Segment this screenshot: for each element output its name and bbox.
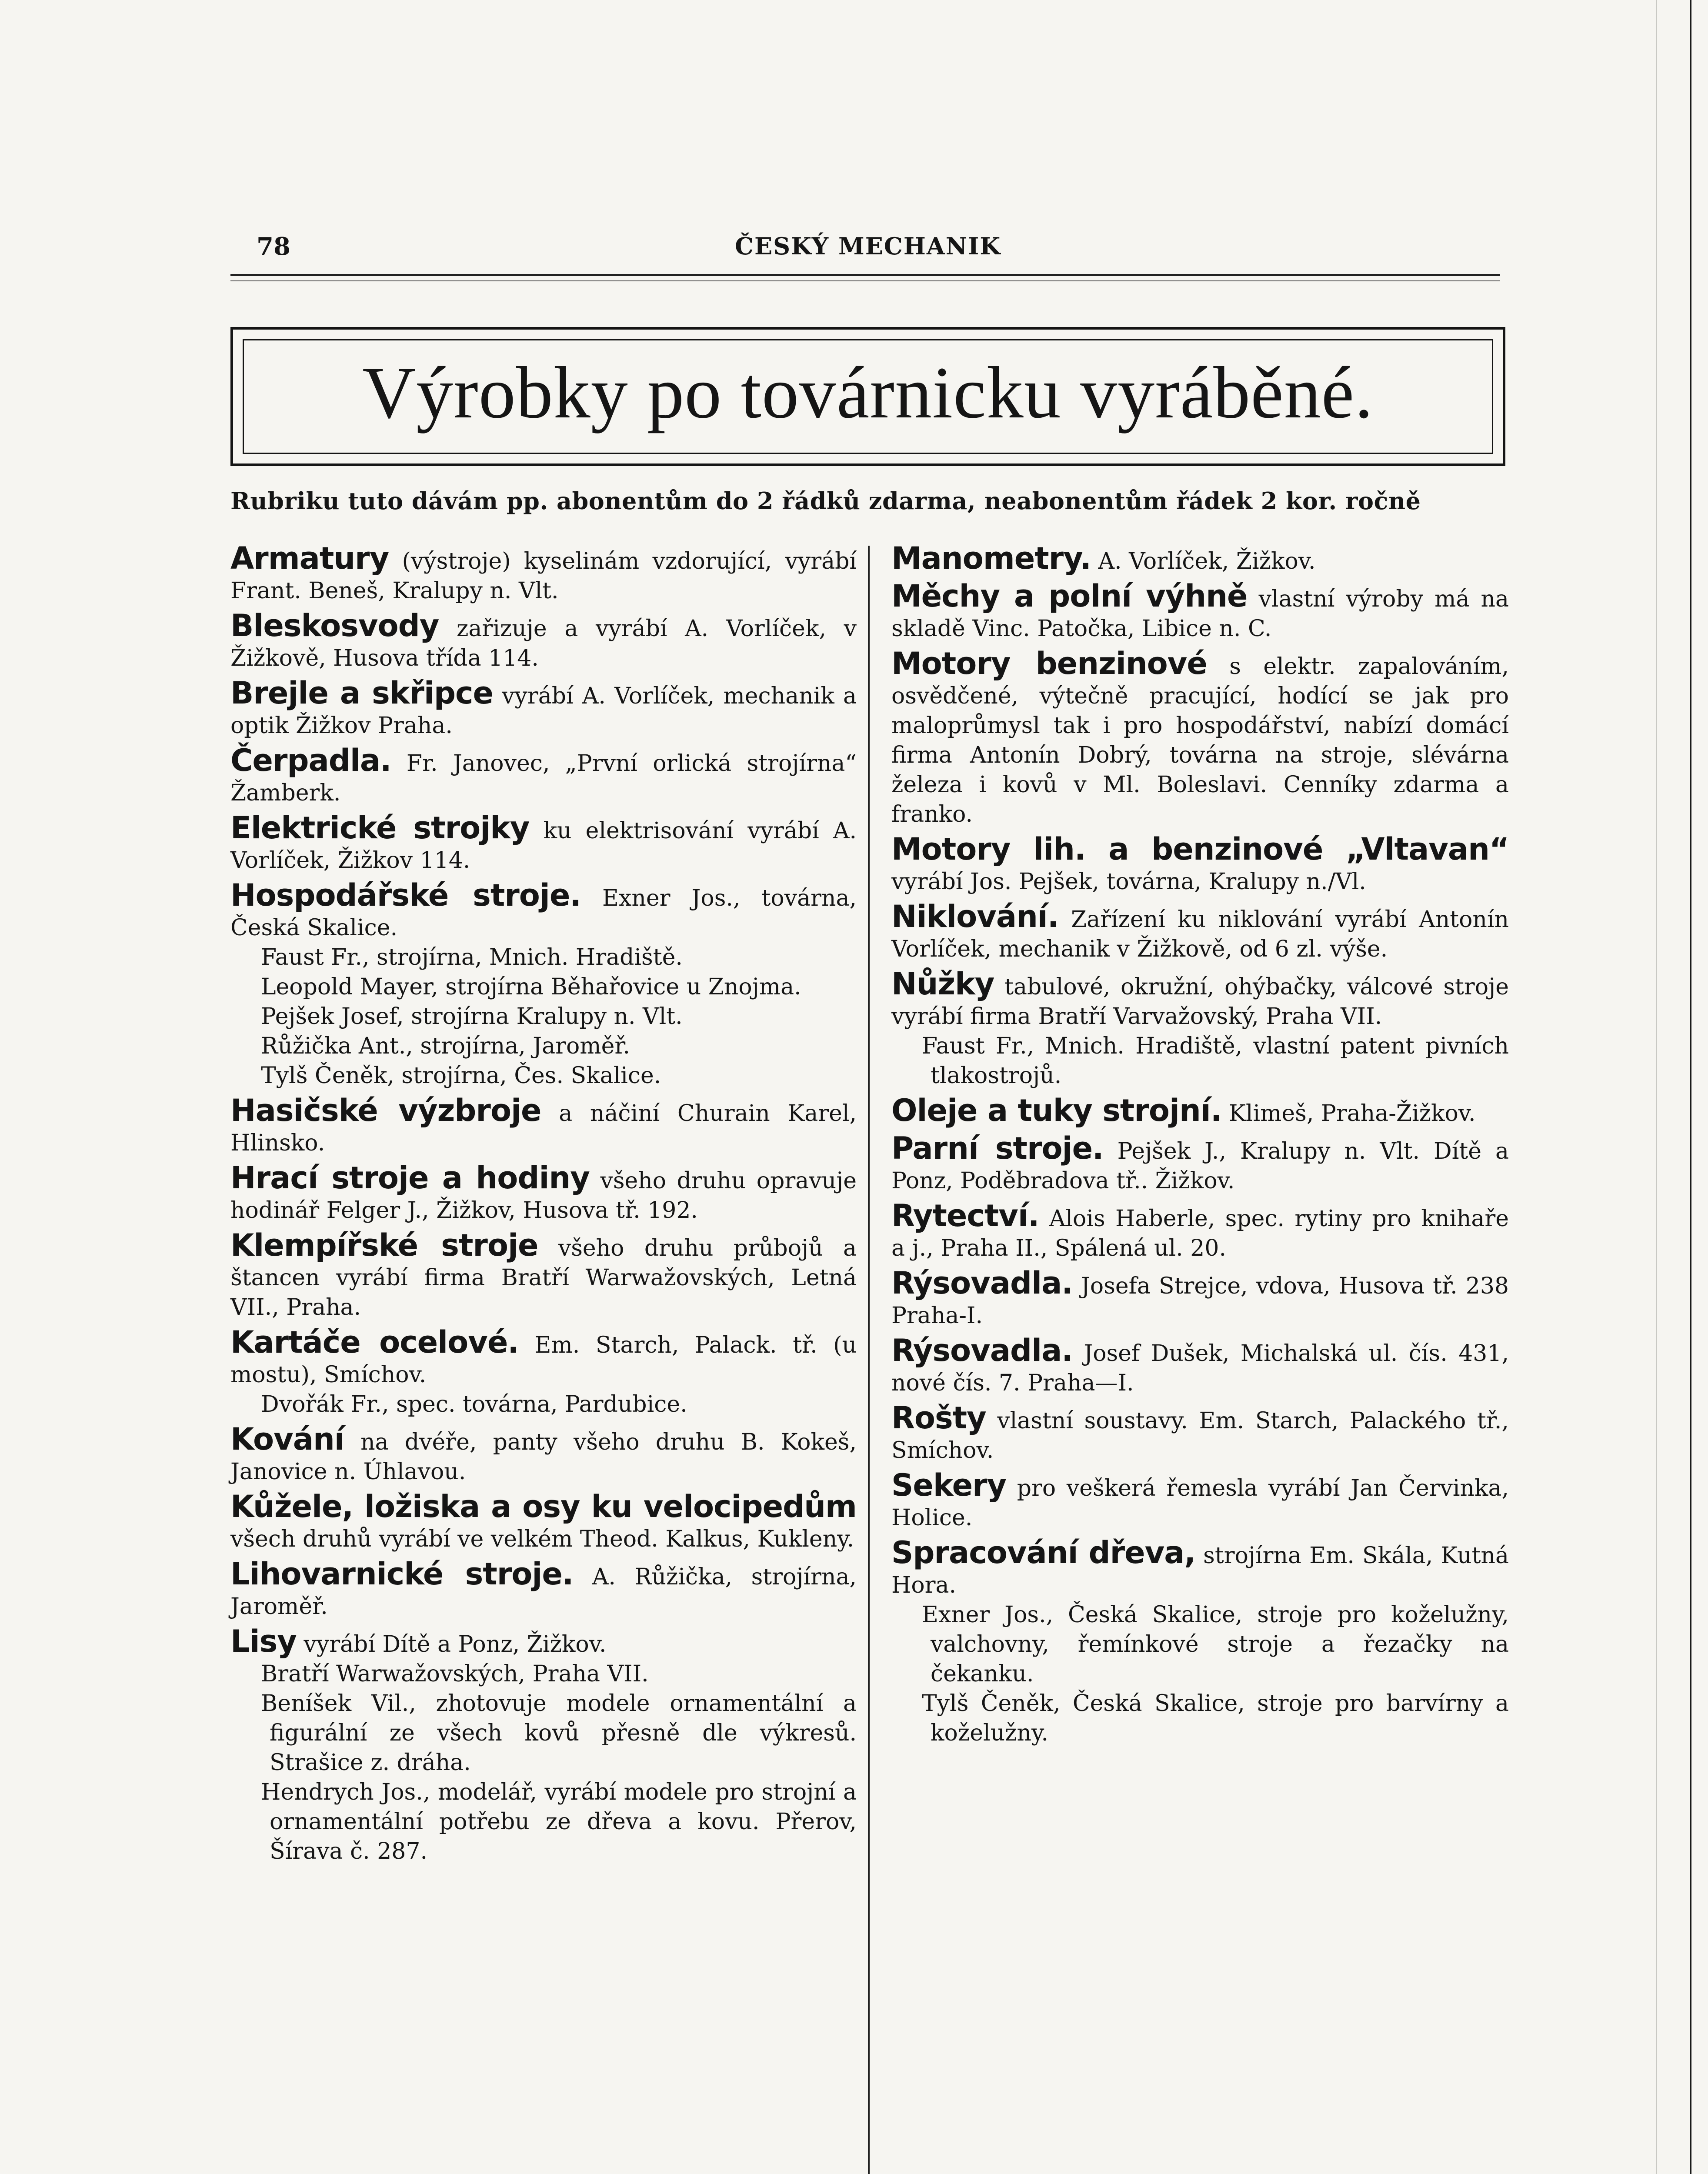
entry-paragraph <box>230 1093 857 1158</box>
entry-paragraph <box>891 831 1509 897</box>
intro-note: Rubriku tuto dávám pp. abonentům do 2 řádků zdarma, neabonentům řádek 2 kor. ročně <box>230 487 1421 515</box>
directory-entry <box>230 1324 857 1419</box>
page-header <box>230 230 1500 261</box>
entry-text: Josef Dušek, Michalská ul. čís. 431, nové čís. 7. Praha—I. <box>891 1340 1509 1396</box>
entry-paragraph <box>230 675 857 740</box>
entry-text: zařizuje a vyrábí A. Vorlíček, v Žižkově, Husova třída 114. <box>230 616 857 671</box>
entry-heading: Lisy <box>230 1624 297 1659</box>
entry-paragraph <box>891 1265 1509 1330</box>
entry-text: vlastní výroby má na skladě Vinc. Patočka, Libice n. C. <box>891 586 1509 642</box>
entry-heading: Spracování dřeva, <box>891 1535 1196 1570</box>
directory-entry <box>230 1489 857 1554</box>
entry-paragraph <box>230 608 857 673</box>
directory-entry <box>891 1535 1509 1748</box>
entry-paragraph <box>230 1160 857 1225</box>
directory-entry <box>891 1333 1509 1398</box>
entry-text: vyrábí A. Vorlíček, mechanik a optik Žižkov Praha. <box>230 683 857 739</box>
entry-heading: Armatury <box>230 540 389 576</box>
entry-heading: Hasičské výzbroje <box>230 1093 541 1128</box>
entry-paragraph <box>230 1556 857 1621</box>
header-rule <box>230 274 1500 276</box>
directory-entry <box>891 540 1509 576</box>
entry-sub-item: Tylš Čeněk, strojírna, Čes. Skalice. <box>261 1063 661 1089</box>
entry-heading: Kartáče ocelové. <box>230 1324 519 1360</box>
entry-paragraph <box>230 540 857 606</box>
entry-heading: Klempířské stroje <box>230 1227 538 1263</box>
entry-heading: Motory lih. a benzinové „Vltavan“ <box>891 831 1509 867</box>
left-column <box>230 540 857 1871</box>
directory-entry <box>230 1421 857 1487</box>
right-column <box>891 540 1509 1753</box>
entry-text: vlastní soustavy. Em. Starch, Palackého tř., Smíchov. <box>891 1408 1509 1464</box>
directory-entry <box>230 743 857 808</box>
entry-text: (výstroje) kyselinám vzdorující, vyrábí Frant. Beneš, Kralupy n. Vlt. <box>230 548 857 604</box>
entry-paragraph <box>891 1093 1509 1128</box>
entry-heading: Lihovarnické stroje. <box>230 1556 574 1592</box>
entry-text: všech druhů vyrábí ve velkém Theod. Kalkus, Kukleny. <box>230 1526 854 1552</box>
title-box <box>230 327 1505 466</box>
entry-text: všeho druhu opravuje hodinář Felger J., Žižkov, Husova tř. 192. <box>230 1168 857 1224</box>
entry-text: tabulové, okružní, ohýbačky, válcové stroje vyrábí firma Bratří Varvažovský, Praha VII. <box>891 974 1509 1030</box>
entry-text: A. Růžička, strojírna, Jaroměř. <box>230 1564 857 1620</box>
entry-paragraph <box>891 1333 1509 1398</box>
entry-text: Em. Starch, Palack. tř. (u mostu), Smíchov. <box>230 1332 857 1388</box>
entry-sub-item: Leopold Mayer, strojírna Běhařovice u Znojma. <box>261 974 801 1000</box>
directory-entry <box>891 1467 1509 1533</box>
entry-heading: Manometry. <box>891 540 1091 576</box>
entry-heading: Parní stroje. <box>891 1130 1104 1166</box>
directory-entry <box>230 1093 857 1158</box>
directory-entry <box>230 1624 857 1866</box>
entry-text: na dvéře, panty všeho druhu B. Kokeš, Janovice n. Úhlavou. <box>230 1429 857 1485</box>
entry-sub-item: Bratří Warwažovských, Praha VII. <box>261 1661 649 1687</box>
entry-sub-item: Růžička Ant., strojírna, Jaroměř. <box>261 1033 630 1059</box>
page-edge <box>1690 0 1691 2174</box>
directory-entry <box>891 1265 1509 1330</box>
entry-paragraph <box>230 877 857 943</box>
entry-paragraph <box>891 1400 1509 1465</box>
entry-text: pro veškerá řemesla vyrábí Jan Červinka, Holice. <box>891 1475 1509 1531</box>
directory-entry <box>230 608 857 673</box>
entry-heading: Hospodářské stroje. <box>230 877 581 913</box>
entry-paragraph <box>230 1421 857 1487</box>
entry-text: strojírna Em. Skála, Kutná Hora. <box>891 1543 1509 1598</box>
directory-entry <box>891 1093 1509 1128</box>
entry-sub-item: Faust Fr., strojírna, Mnich. Hradiště. <box>261 944 683 970</box>
entry-heading: Motory benzinové <box>891 646 1207 681</box>
entry-paragraph <box>891 646 1509 829</box>
entry-paragraph <box>230 1324 857 1390</box>
directory-entry <box>230 1160 857 1225</box>
entry-paragraph <box>891 1467 1509 1533</box>
entry-sub-item: Hendrych Jos., modelář, vyrábí modele pro strojní a ornamentální potřebu ze dřeva a kovu. Přerov, Šírava č. 287. <box>261 1779 857 1864</box>
entry-paragraph <box>230 810 857 875</box>
directory-entry <box>230 1556 857 1621</box>
directory-entry <box>891 899 1509 964</box>
entry-heading: Rošty <box>891 1400 986 1436</box>
entry-heading: Sekery <box>891 1467 1007 1503</box>
entry-text: Fr. Janovec, „První orlická strojírna“ Žamberk. <box>230 750 857 806</box>
entry-heading: Niklování. <box>891 899 1059 934</box>
entry-sub-item: Dvořák Fr., spec. továrna, Pardubice. <box>261 1391 687 1417</box>
page-edge-shadow <box>1656 0 1657 2174</box>
entry-sub-item: Beníšek Vil., zhotovuje modele ornamentální a figurální ze všech kovů přesně dle výkresů. Strašice z. dráha. <box>261 1691 857 1776</box>
entry-text: Zařízení ku niklování vyrábí Antonín Vorlíček, mechanik v Žižkově, od 6 zl. výše. <box>891 907 1509 962</box>
entry-paragraph <box>230 1227 857 1322</box>
directory-entry <box>230 1227 857 1322</box>
entry-text: Klimeš, Praha-Žižkov. <box>1221 1100 1476 1127</box>
directory-entry <box>891 1198 1509 1263</box>
entry-text: Exner Jos., továrna, Česká Skalice. <box>230 885 857 941</box>
entry-sub-item: Faust Fr., Mnich. Hradiště, vlastní patent pivních tlakostrojů. <box>922 1033 1509 1089</box>
directory-entry <box>891 578 1509 644</box>
directory-entry <box>891 966 1509 1090</box>
entry-heading: Čerpadla. <box>230 743 391 778</box>
entry-heading: Měchy a polní výhně <box>891 578 1248 614</box>
entry-text: Pejšek J., Kralupy n. Vlt. Dítě a Ponz, Poděbradova tř.. Žižkov. <box>891 1138 1509 1194</box>
entry-paragraph <box>891 1198 1509 1263</box>
entry-text: ku elektrisování vyrábí A. Vorlíček, Žižkov 114. <box>230 818 857 874</box>
entry-heading: Kůžele, ložiska a osy ku velocipedům <box>230 1489 857 1524</box>
entry-text: vyrábí Jos. Pejšek, továrna, Kralupy n./Vl. <box>891 869 1366 895</box>
directory-entry <box>230 675 857 740</box>
entry-text: Josefa Strejce, vdova, Husova tř. 238 Praha-I. <box>891 1273 1509 1329</box>
entry-heading: Oleje a tuky strojní. <box>891 1093 1222 1128</box>
entry-text: s elektr. zapalováním, osvědčené, výtečně pracující, hodící se jak pro maloprůmysl tak i pro hospodářství, nabízí domácí firma Antonín Dobrý, továrna na stroje, slévárna železa i kovů v Ml. Boleslavi. Cenníky zdarma a franko. <box>891 654 1509 827</box>
entry-paragraph <box>230 1489 857 1554</box>
entry-heading: Kování <box>230 1421 344 1457</box>
entry-heading: Rytectví. <box>891 1198 1039 1234</box>
entry-heading: Nůžky <box>891 966 994 1002</box>
entry-heading: Rýsovadla. <box>891 1265 1073 1301</box>
directory-entry <box>230 877 857 1090</box>
column-divider <box>868 546 870 2174</box>
running-title: ČESKÝ MECHANIK <box>735 232 1001 260</box>
header-rule-thin <box>230 280 1500 281</box>
entry-text: vyrábí Dítě a Ponz, Žižkov. <box>296 1631 607 1657</box>
entry-paragraph <box>891 1535 1509 1600</box>
directory-entry <box>230 810 857 875</box>
directory-entry <box>230 540 857 606</box>
entry-text: Alois Haberle, spec. rytiny pro knihaře a j., Praha II., Spálená ul. 20. <box>891 1206 1509 1261</box>
directory-entry <box>891 1130 1509 1196</box>
entry-paragraph <box>230 1624 857 1659</box>
entry-paragraph <box>891 899 1509 964</box>
page-number: 78 <box>257 232 290 261</box>
entry-sub-item: Pejšek Josef, strojírna Kralupy n. Vlt. <box>261 1004 683 1030</box>
page-title: Výrobky po továrnicku vyráběné. <box>362 352 1374 433</box>
entry-paragraph <box>230 743 857 808</box>
entry-paragraph <box>891 578 1509 644</box>
entry-heading: Rýsovadla. <box>891 1333 1073 1368</box>
entry-sub-item: Exner Jos., Česká Skalice, stroje pro koželužny, valchovny, řemínkové stroje a řezačky na čekanku. <box>922 1602 1509 1687</box>
entry-paragraph <box>891 1130 1509 1196</box>
entry-heading: Brejle a skřipce <box>230 675 493 711</box>
entry-sub-item: Tylš Čeněk, Česká Skalice, stroje pro barvírny a koželužny. <box>922 1691 1509 1746</box>
entry-paragraph <box>891 966 1509 1031</box>
directory-entry <box>891 1400 1509 1465</box>
entry-text: A. Vorlíček, Žižkov. <box>1091 548 1316 574</box>
directory-entry <box>891 831 1509 897</box>
entry-heading: Hrací stroje a hodiny <box>230 1160 590 1196</box>
entry-text: a náčiní Churain Karel, Hlinsko. <box>230 1100 857 1156</box>
entry-paragraph <box>891 540 1509 576</box>
entry-heading: Elektrické strojky <box>230 810 530 846</box>
entry-text: všeho druhu průbojů a štancen vyrábí firma Bratří Warwažovských, Letná VII., Praha. <box>230 1235 857 1320</box>
entry-heading: Bleskosvody <box>230 608 439 644</box>
directory-entry <box>891 646 1509 829</box>
